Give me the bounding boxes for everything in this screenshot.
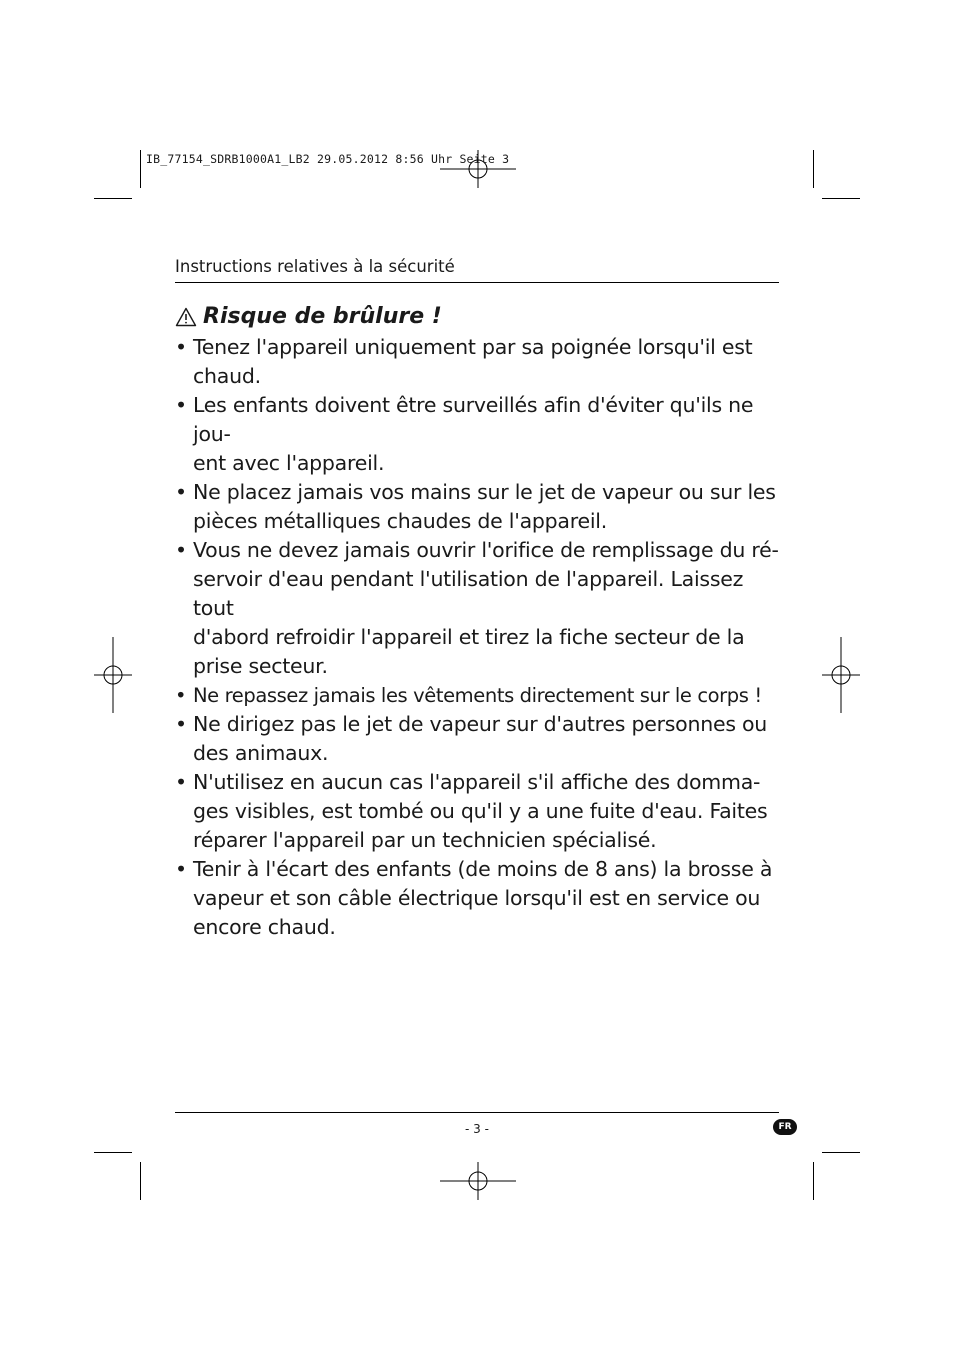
bullet-icon: • <box>175 684 187 707</box>
bullet-icon: • <box>175 770 187 794</box>
bullet-icon: • <box>175 480 187 504</box>
page-number: - 3 - <box>465 1122 489 1136</box>
section-title: Instructions relatives à la sécurité <box>175 257 455 276</box>
crop-mark <box>94 198 132 199</box>
list-item <box>175 333 785 391</box>
list-item-text: N'utilisez en aucun cas l'appareil s'il affiche des domma- ges visibles, est tombé ou qu'il y a une fuite d'eau. Faites réparer l'appareil par un technicien spécialisé. <box>193 770 768 852</box>
list-item-text: Tenir à l'écart des enfants (de moins de 8 ans) la brosse à vapeur et son câble électrique lorsqu'il est en service ou encore chaud. <box>193 857 773 939</box>
bullet-icon: • <box>175 393 187 417</box>
registration-mark-icon <box>94 637 132 713</box>
bullet-icon: • <box>175 538 187 562</box>
list-item-text: Les enfants doivent être surveillés afin d'éviter qu'ils ne jou- ent avec l'appareil. <box>193 393 754 475</box>
language-badge: FR <box>773 1119 797 1135</box>
crop-mark <box>822 1152 860 1153</box>
bullet-icon: • <box>175 335 187 359</box>
crop-mark <box>813 1162 814 1200</box>
warning-heading-text: Risque de brûlure ! <box>203 304 442 329</box>
list-item-text: Tenez l'appareil uniquement par sa poignée lorsqu'il est chaud. <box>193 335 753 388</box>
crop-mark <box>94 1152 132 1153</box>
registration-mark-icon <box>822 637 860 713</box>
crop-mark <box>140 1162 141 1200</box>
warning-heading <box>175 304 442 329</box>
footer-rule <box>175 1112 779 1113</box>
print-slug: IB_77154_SDRB1000A1_LB2 29.05.2012 8:56 Uhr Seite 3 <box>146 152 510 166</box>
list-item-text: Ne repassez jamais les vêtements directement sur le corps ! <box>193 684 762 707</box>
list-item <box>175 855 785 942</box>
warning-triangle-icon <box>175 307 197 327</box>
list-item <box>175 478 785 536</box>
list-item <box>175 536 785 681</box>
bullet-icon: • <box>175 857 187 881</box>
list-item <box>175 391 785 478</box>
crop-mark <box>813 150 814 188</box>
list-item-text: Ne dirigez pas le jet de vapeur sur d'autres personnes ou des animaux. <box>193 712 768 765</box>
list-item-text: Vous ne devez jamais ouvrir l'orifice de remplissage du ré- servoir d'eau pendant l'utilisation de l'appareil. Laissez tout d'abord refroidir l'appareil et tirez la fiche secteur de la prise secteur. <box>193 538 779 678</box>
list-item <box>175 681 785 710</box>
list-item-text: Ne placez jamais vos mains sur le jet de vapeur ou sur les pièces métalliques chaudes de l'appareil. <box>193 480 776 533</box>
safety-bullet-list <box>175 333 785 942</box>
crop-mark <box>822 198 860 199</box>
crop-mark <box>140 150 141 188</box>
header-rule <box>175 282 779 283</box>
bullet-icon: • <box>175 712 187 736</box>
list-item <box>175 710 785 768</box>
registration-mark-icon <box>440 1162 516 1200</box>
list-item <box>175 768 785 855</box>
